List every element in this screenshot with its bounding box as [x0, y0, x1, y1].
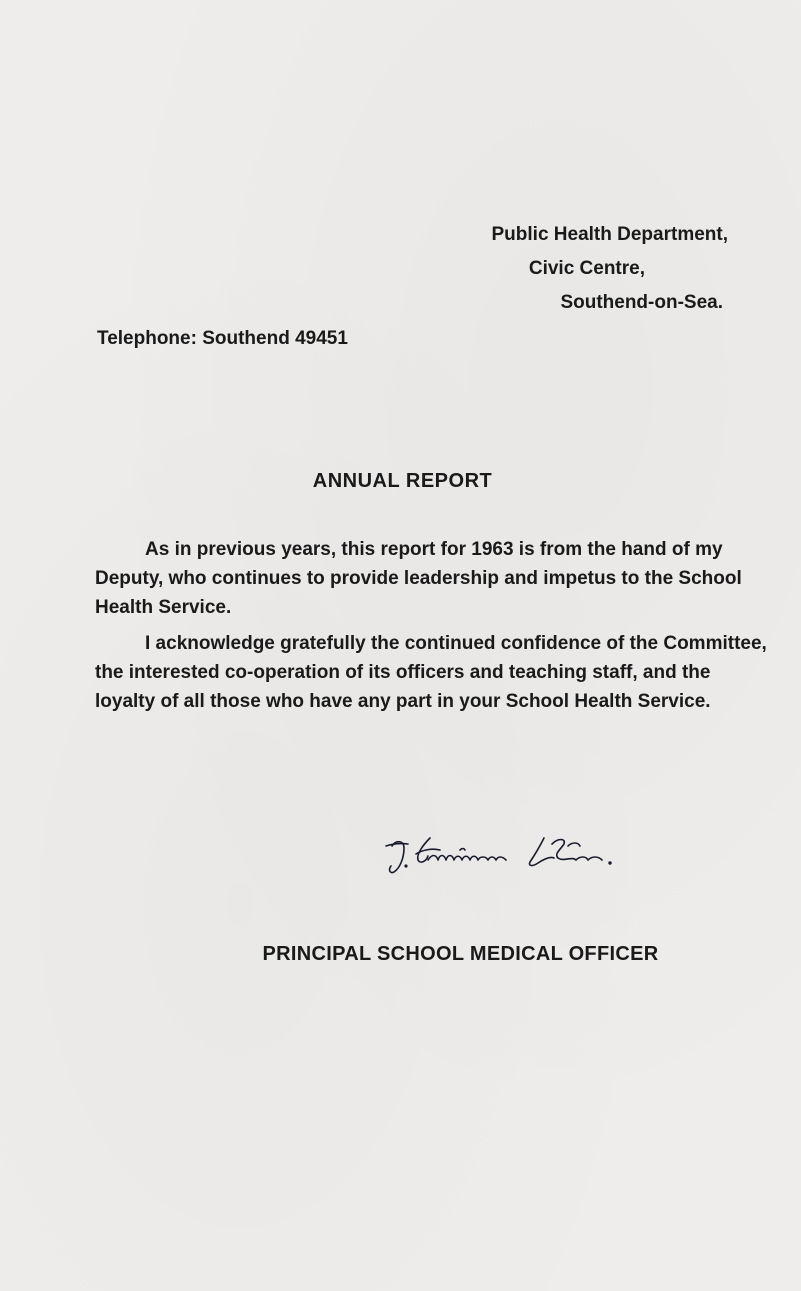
report-heading: ANNUAL REPORT — [312, 470, 493, 492]
signature-icon — [382, 832, 632, 882]
sender-address — [403, 218, 728, 320]
body-paragraph: I acknowledge gratefully the continued confidence of the Committee, the interested co-operation of its officers and teaching staff, and the loyalty of all those who have any part in your School Health Service. — [95, 633, 767, 712]
address-line-building: Civic Centre, — [528, 258, 645, 279]
telephone-line: Telephone: Southend 49451 — [97, 328, 348, 349]
address-line-department: Public Health Department, — [491, 224, 728, 245]
officer-title: PRINCIPAL SCHOOL MEDICAL OFFICER — [262, 943, 659, 965]
body-paragraph: As in previous years, this report for 1963 is from the hand of my Deputy, who continues to provide leadership and impetus to the School Health Service. — [95, 539, 742, 618]
address-line-town: Southend-on-Sea. — [560, 292, 723, 313]
